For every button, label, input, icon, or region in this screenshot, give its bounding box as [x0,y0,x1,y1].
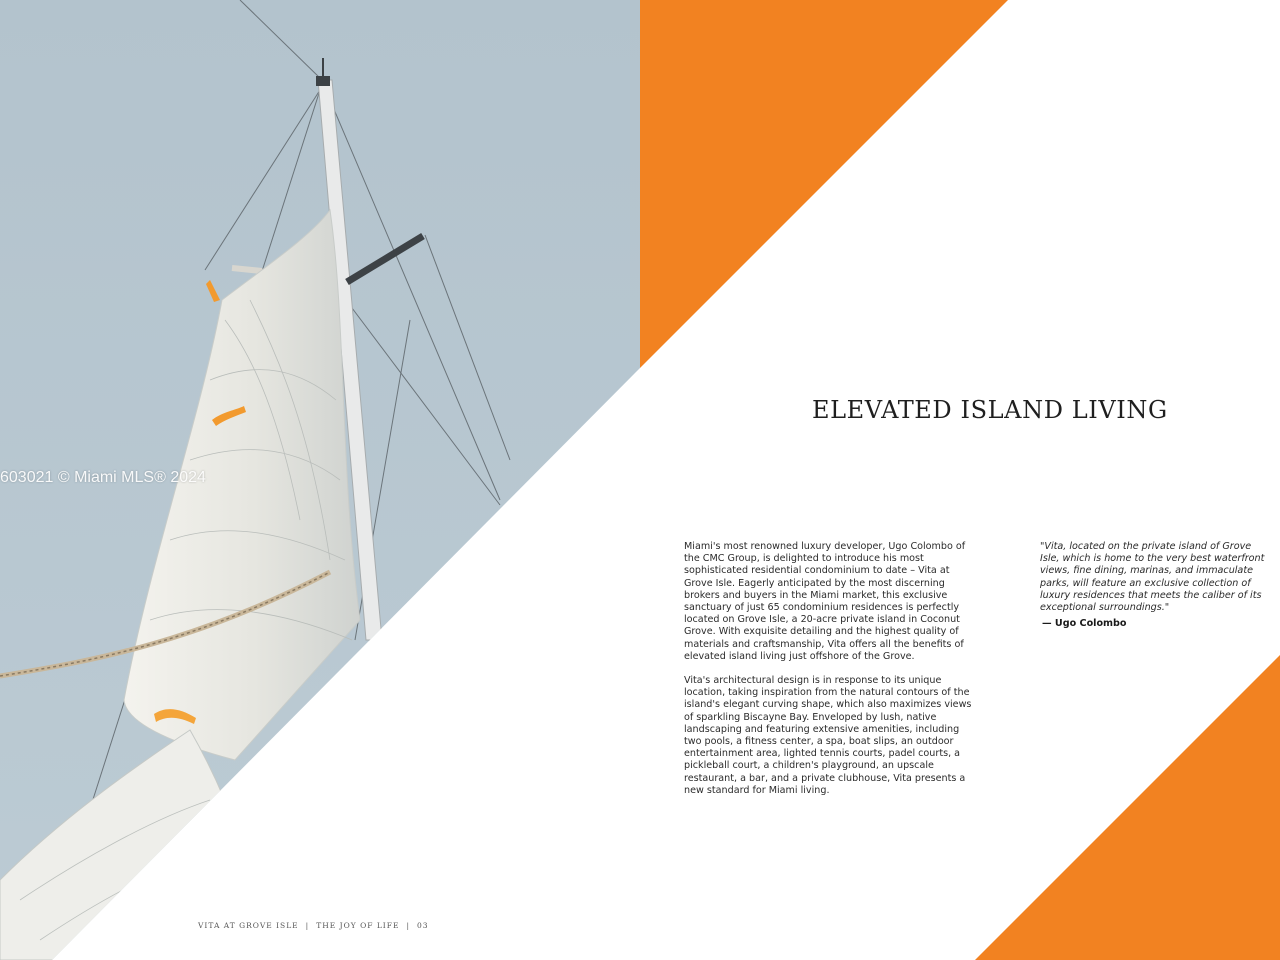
page-number: 03 [416,921,429,930]
pull-quote [1040,541,1272,630]
body-paragraph-2: Vita's architectural design is in response to its unique location, taking inspiration from the natural contours of the island's elegant curving shape, which also maximizes views of sparkling Biscayne Bay. Enveloped by lush, native landscaping and featuring extensive amenities, including two pools, a fitness center, a spa, boat slips, an outdoor entertainment area, lighted tennis courts, padel courts, a pickleball court, a children's playground, an upscale restaurant, a bar, and a private clubhouse, Vita presents a new standard for Miami living. [684,675,972,796]
orange-accent-top [640,0,1008,368]
footer-section: THE JOY OF LIFE [316,921,400,930]
quote-text: "Vita, located on the private island of Grove Isle, which is home to the very best waterfront views, fine dining, marinas, and immaculate parks, will feature an exclusive collection of luxury residences that meets the caliber of its exceptional surroundings." [1040,541,1265,614]
page-footer [198,921,429,930]
footer-brand: VITA AT GROVE ISLE [198,921,299,930]
page-title: ELEVATED ISLAND LIVING [812,396,1168,424]
quote-author: — Ugo Colombo [1042,618,1127,630]
body-text [684,541,976,809]
footer-separator: | [406,921,410,930]
body-paragraph-1: Miami's most renowned luxury developer, Ugo Colombo of the CMC Group, is delighted to introduce his most sophisticated residential condominium to date – Vita at Grove Isle. Eagerly anticipated by the most discerning brokers and buyers in the Miami market, this exclusive sanctuary of just 65 condominium residences is perfectly located on Grove Isle, a 20-acre private island in Coconut Grove. With exquisite detailing and the highest quality of materials and craftsmanship, Vita offers all the benefits of elevated island living just offshore of the Grove. [684,541,966,662]
footer-separator: | [305,921,310,930]
watermark: 603021 © Miami MLS® 2024 [0,469,206,486]
orange-accent-bottom [975,655,1280,960]
